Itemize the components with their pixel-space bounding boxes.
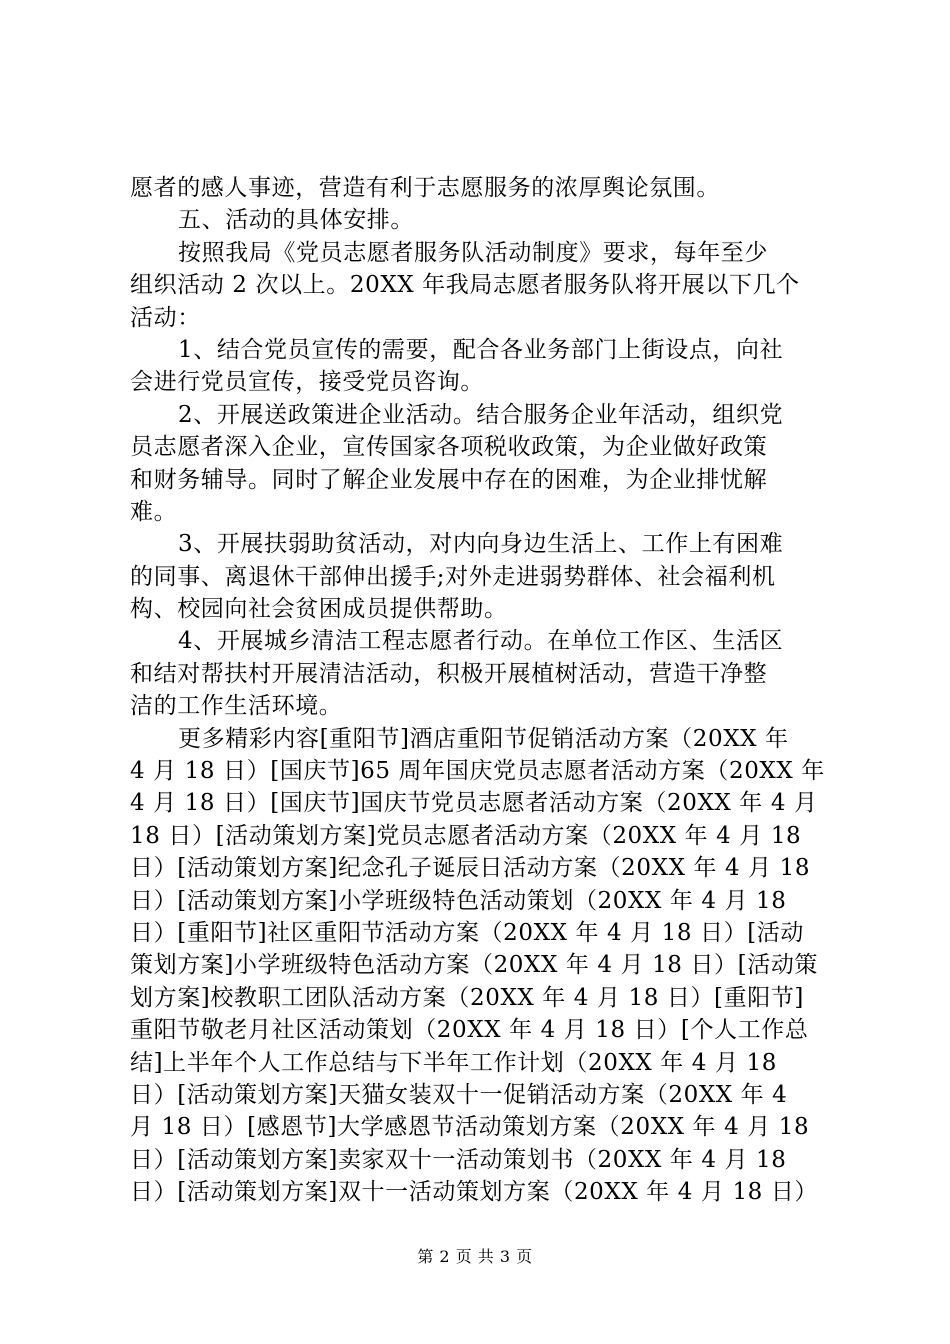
section-heading [130,204,830,236]
related-content-list [130,723,830,1209]
text-line: 结]上半年个人工作总结与下半年工作计划（20XX 年 4 月 18 [130,1049,777,1076]
text-line: 日）[活动策划方案]天猫女装双十一促销活动方案（20XX 年 4 [130,1081,788,1108]
text-line: 18 日）[活动策划方案]党员志愿者活动方案（20XX 年 4 月 18 [130,822,802,849]
text-line: 日）[活动策划方案]卖家双十一活动策划书（20XX 年 4 月 18 [130,1146,787,1173]
text-line: 日）[活动策划方案]小学班级特色活动策划（20XX 年 4 月 18 [130,887,787,914]
document-body [130,172,830,1209]
text-line: 构、校园向社会贫困成员提供帮助。 [130,596,508,623]
text-line: 的同事、离退休干部伸出援手;对外走进弱势群体、社会福利机 [130,563,776,590]
text-line: 划方案]校教职工团队活动方案（20XX 年 4 月 18 日）[重阳节] [130,984,804,1011]
text-line: 4 月 18 日）[国庆节]国庆节党员志愿者活动方案（20XX 年 4 月 [130,790,818,817]
text-line: 日）[活动策划方案]双十一活动策划方案（20XX 年 4 月 18 日） [130,1179,819,1206]
paragraph-continuation [130,172,830,204]
text-line: 3、开展扶弱助贫活动，对内向身边生活上、工作上有困难 [178,531,784,558]
text-line: 日）[活动策划方案]纪念孔子诞辰日活动方案（20XX 年 4 月 18 [130,855,811,882]
text-line: 会进行党员宣传，接受党员咨询。 [130,369,484,396]
text-line: 更多精彩内容[重阳节]酒店重阳节促销活动方案（20XX 年 [178,725,789,752]
text-line: 难。 [130,498,178,525]
text-line: 活动： [130,304,201,331]
list-item [130,625,830,722]
text-line: 1、结合党员宣传的需要，配合各业务部门上街设点，向社 [178,336,784,363]
text-line: 五、活动的具体安排。 [178,207,414,234]
text-line: 和财务辅导。同时了解企业发展中存在的困难，为企业排忧解 [130,466,768,493]
text-line: 日）[重阳节]社区重阳节活动方案（20XX 年 4 月 18 日）[活动 [130,919,804,946]
text-line: 重阳节敬老月社区活动策划（20XX 年 4 月 18 日）[个人工作总 [130,1017,809,1044]
text-line: 愿者的感人事迹，营造有利于志愿服务的浓厚舆论氛围。 [130,175,720,201]
text-line: 员志愿者深入企业，宣传国家各项税收政策，为企业做好政策 [130,434,768,461]
text-line: 2、开展送政策进企业活动。结合服务企业年活动，组织党 [178,401,784,428]
text-line: 月 18 日）[感恩节]大学感恩节活动策划方案（20XX 年 4 月 18 [130,1114,810,1141]
list-item [130,528,830,625]
page-number: 第 2 页 共 3 页 [417,1247,533,1266]
text-line: 组织活动 2 次以上。20XX 年我局志愿者服务队将开展以下几个 [130,272,800,299]
text-line: 策划方案]小学班级特色活动方案（20XX 年 4 月 18 日）[活动策 [130,952,819,979]
text-line: 4 月 18 日）[国庆节]65 周年国庆党员志愿者活动方案（20XX 年 [130,758,825,785]
text-line: 按照我局《党员志愿者服务队活动制度》要求，每年至少 [178,239,768,266]
text-line: 4、开展城乡清洁工程志愿者行动。在单位工作区、生活区 [178,628,784,655]
text-line: 和结对帮扶村开展清洁活动，积极开展植树活动，营造干净整 [130,660,768,687]
list-item [130,399,830,529]
text-line: 洁的工作生活环境。 [130,693,343,720]
paragraph-intro [130,237,830,334]
list-item [130,334,830,399]
